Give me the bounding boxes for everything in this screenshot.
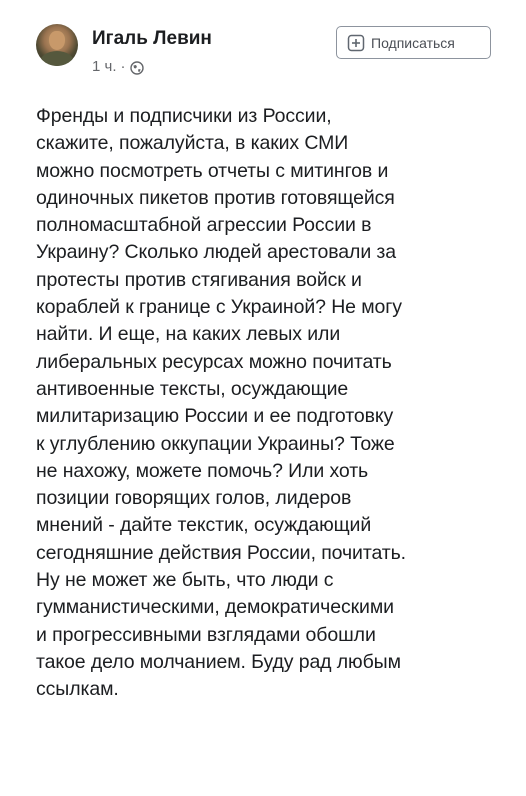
post-text-line: не нахожу, можете помочь? Или хоть bbox=[36, 459, 369, 482]
post-body-text bbox=[36, 103, 498, 704]
post-text-line: антивоенные тексты, осуждающие bbox=[36, 377, 349, 400]
plus-icon bbox=[347, 34, 365, 52]
post-text-line: можно посмотреть отчеты с митингов и bbox=[36, 159, 389, 182]
post-header bbox=[36, 20, 496, 90]
post-text-line: найти. И еще, на каких левых или bbox=[36, 323, 341, 346]
avatar-face bbox=[49, 31, 65, 50]
post-text-line: ссылкам. bbox=[36, 678, 119, 701]
author-avatar[interactable] bbox=[36, 24, 78, 66]
post-text-line: милитаризацию России и ее подготовку bbox=[36, 405, 394, 428]
post-meta bbox=[92, 58, 144, 75]
post-text-line: полномасштабной агрессии России в bbox=[36, 214, 372, 237]
post-text-line: одиночных пикетов против готовящейся bbox=[36, 186, 395, 209]
post-text-line: Френды и подписчики из России, bbox=[36, 105, 332, 127]
post-text-line: мнений - дайте текстик, осуждающий bbox=[36, 514, 372, 537]
post-text-line: кораблей к границе с Украиной? Не могу bbox=[36, 296, 402, 319]
post-text-line: и прогрессивными взглядами обошли bbox=[36, 623, 376, 646]
globe-icon[interactable] bbox=[130, 61, 144, 75]
post-text-line: скажите, пожалуйста, в каких СМИ bbox=[36, 132, 349, 155]
author-name[interactable]: Игаль Левин bbox=[92, 28, 212, 49]
post-text-line: гумманистическими, демократическими bbox=[36, 596, 394, 619]
subscribe-button[interactable] bbox=[336, 26, 491, 59]
subscribe-label: Подписаться bbox=[371, 34, 455, 51]
post-text-line: позиции говорящих голов, лидеров bbox=[36, 487, 352, 510]
avatar-shirt bbox=[40, 51, 74, 66]
post-text-line: Украину? Сколько людей арестовали за bbox=[36, 241, 397, 264]
post-text-line: сегодняшние действия России, почитать. bbox=[36, 541, 406, 564]
post-text-line: либеральных ресурсах можно почитать bbox=[36, 350, 392, 373]
post-text-line: протесты против стягивания войск и bbox=[36, 268, 362, 291]
meta-separator: · bbox=[120, 58, 126, 75]
post-text-line: Ну не может же быть, что люди с bbox=[36, 569, 334, 592]
post-time[interactable]: 1 ч. bbox=[92, 58, 117, 75]
post-text-line: такое дело молчанием. Буду рад любым bbox=[36, 650, 401, 673]
post-text-line: к углублению оккупации Украины? Тоже bbox=[36, 432, 395, 455]
